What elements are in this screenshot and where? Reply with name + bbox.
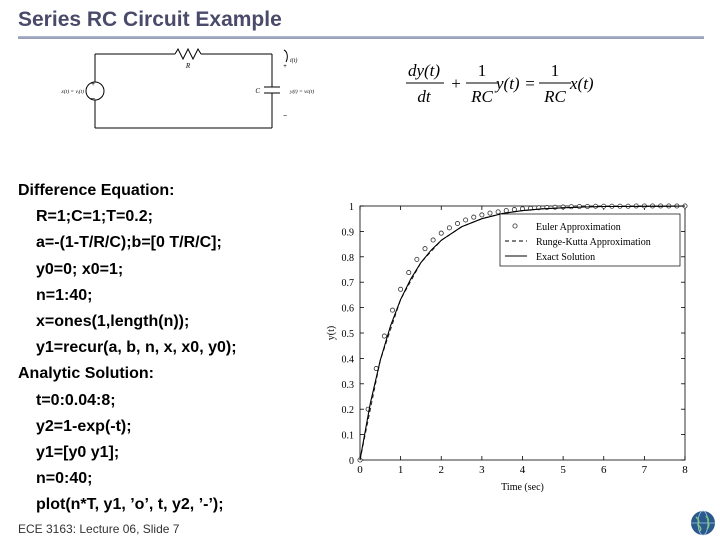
euler-point bbox=[480, 213, 484, 217]
x-tick-label: 1 bbox=[397, 464, 404, 476]
euler-point bbox=[439, 231, 443, 235]
eq-equals: = bbox=[525, 74, 535, 93]
legend-label: Runge-Kutta Approximation bbox=[536, 237, 651, 248]
euler-point bbox=[561, 205, 565, 209]
title-divider bbox=[18, 36, 704, 39]
eq-one-a: 1 bbox=[477, 61, 487, 80]
eq-plus: + bbox=[451, 74, 461, 93]
svg-text:+: + bbox=[90, 81, 96, 88]
svg-text:+: + bbox=[283, 64, 287, 70]
source-label: x(t) = vᵢ(t) bbox=[61, 89, 84, 95]
code-line: x=ones(1,length(n)); bbox=[36, 313, 190, 331]
eq-dt-denominator: dt bbox=[417, 87, 431, 106]
y-tick-label: 0.7 bbox=[341, 278, 354, 290]
euler-point bbox=[431, 238, 435, 242]
x-tick-label: 5 bbox=[560, 464, 566, 476]
resistor-label: R bbox=[185, 62, 191, 70]
euler-point bbox=[447, 226, 451, 230]
euler-point bbox=[382, 334, 386, 338]
legend-marker-euler bbox=[513, 224, 517, 228]
y-tick-label: 0 bbox=[349, 456, 354, 467]
code-line: R=1;C=1;T=0.2; bbox=[36, 208, 153, 226]
code-line: y2=1-exp(-t); bbox=[36, 417, 132, 435]
x-tick-label: 7 bbox=[641, 464, 648, 476]
x-tick-label: 8 bbox=[682, 464, 688, 476]
euler-point bbox=[455, 221, 459, 225]
euler-point bbox=[407, 270, 411, 274]
eq-dy-numerator: dy(t) bbox=[407, 61, 441, 80]
euler-point bbox=[423, 247, 427, 251]
y-tick-label: 0.3 bbox=[341, 379, 354, 391]
y-tick-label: 0.9 bbox=[341, 227, 354, 239]
euler-point bbox=[415, 257, 419, 261]
code-line: n=1:40; bbox=[36, 286, 93, 304]
euler-point bbox=[464, 218, 468, 222]
euler-point bbox=[577, 204, 581, 208]
x-axis-label: Time (sec) bbox=[501, 482, 544, 493]
y-tick-label: 1 bbox=[349, 202, 354, 213]
code-heading: Difference Equation: bbox=[18, 182, 175, 199]
y-tick-label: 0.6 bbox=[341, 303, 354, 315]
euler-point bbox=[496, 210, 500, 214]
slide-title: Series RC Circuit Example bbox=[18, 8, 282, 31]
slide-footer: ECE 3163: Lecture 06, Slide 7 bbox=[18, 522, 180, 536]
current-arrow bbox=[284, 50, 287, 62]
y-axis-label: y(t) bbox=[326, 325, 337, 341]
rc-circuit-diagram bbox=[50, 46, 340, 136]
code-line: plot(n*T, y1, ’o’, t, y2, ’-’); bbox=[36, 496, 224, 514]
code-heading: Analytic Solution: bbox=[18, 365, 154, 383]
euler-point bbox=[488, 211, 492, 215]
matlab-code-block bbox=[18, 178, 237, 519]
y-tick-label: 0.5 bbox=[341, 329, 354, 340]
euler-point bbox=[569, 205, 573, 209]
euler-point bbox=[399, 287, 403, 291]
code-line: y1=recur(a, b, n, x, x0, y0); bbox=[36, 339, 237, 357]
globe-logo-icon bbox=[690, 510, 716, 536]
eq-x: x(t) bbox=[570, 74, 594, 93]
code-line: t=0:0.04:8; bbox=[36, 391, 116, 409]
x-tick-label: 2 bbox=[438, 464, 444, 476]
euler-point bbox=[504, 208, 508, 212]
code-line: y0=0; x0=1; bbox=[36, 260, 124, 278]
current-label: i(t) bbox=[290, 58, 298, 64]
x-tick-label: 6 bbox=[601, 464, 607, 476]
svg-text:−: − bbox=[282, 113, 288, 120]
euler-point bbox=[390, 308, 394, 312]
step-response-chart bbox=[325, 192, 705, 497]
eq-one-b: 1 bbox=[550, 61, 560, 80]
eq-y: y(t) bbox=[496, 74, 520, 93]
code-line: a=-(1-T/R/C);b=[0 T/R/C]; bbox=[36, 234, 222, 252]
code-line: n=0:40; bbox=[36, 470, 93, 488]
y-tick-label: 0.8 bbox=[341, 252, 354, 264]
x-tick-label: 4 bbox=[519, 464, 526, 476]
legend-label: Exact Solution bbox=[536, 252, 596, 263]
x-tick-label: 3 bbox=[479, 464, 485, 476]
euler-point bbox=[512, 207, 516, 211]
code-line: y1=[y0 y1]; bbox=[36, 444, 120, 462]
legend-label: Euler Approximation bbox=[536, 222, 621, 233]
capacitor-label: C bbox=[255, 87, 260, 95]
svg-text:−: − bbox=[90, 94, 96, 103]
output-label: y(t) = vᴄ(t) bbox=[290, 89, 315, 95]
y-tick-label: 0.4 bbox=[341, 354, 354, 366]
eq-rc-b: RC bbox=[544, 87, 566, 106]
y-tick-label: 0.1 bbox=[341, 430, 354, 442]
euler-point bbox=[472, 215, 476, 219]
eq-rc-a: RC bbox=[471, 87, 493, 106]
resistor-symbol bbox=[175, 49, 201, 59]
differential-equation bbox=[400, 56, 610, 112]
y-tick-label: 0.2 bbox=[341, 405, 354, 417]
x-tick-label: 0 bbox=[357, 464, 363, 476]
